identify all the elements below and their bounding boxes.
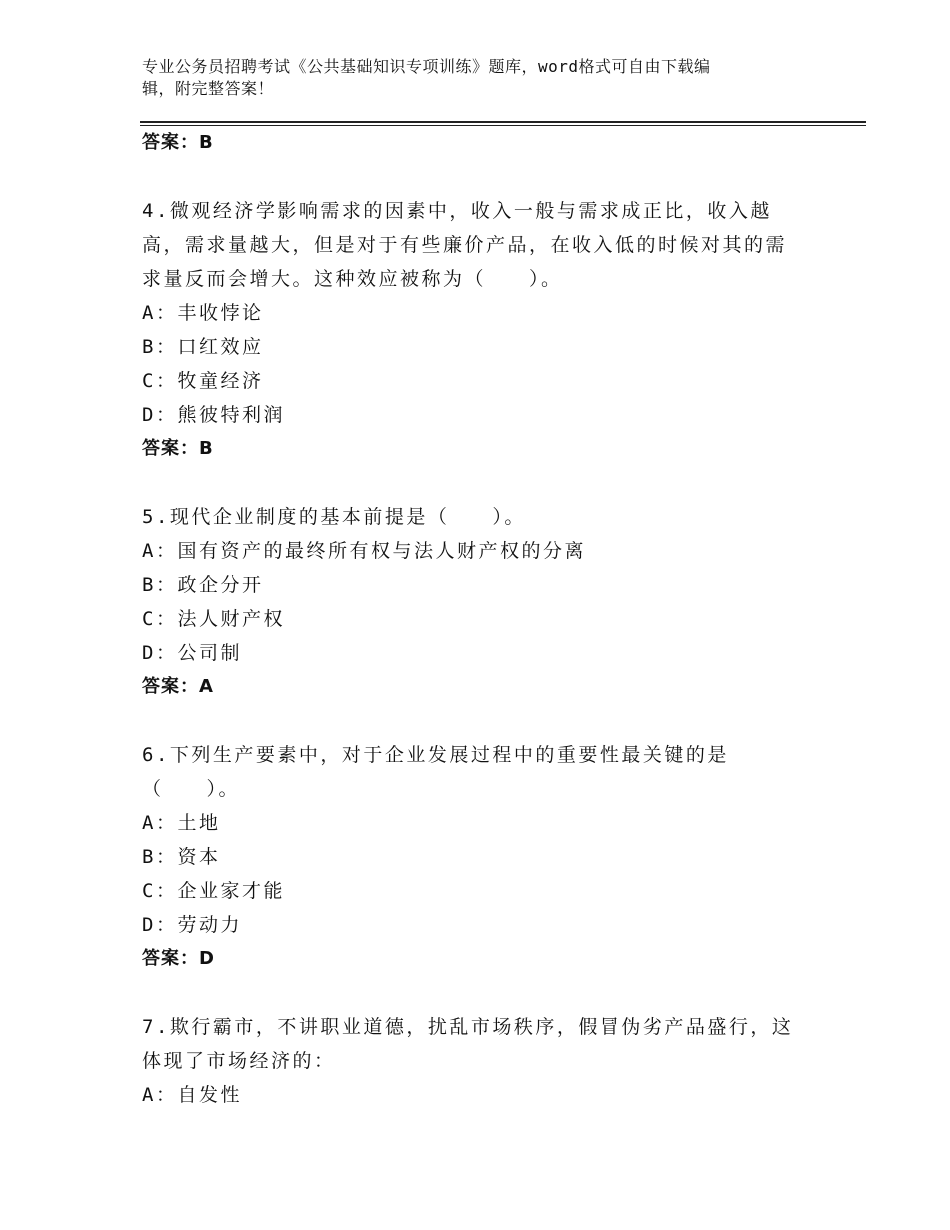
- question-7-option-a: A：自发性: [142, 1084, 242, 1106]
- question-5-stem-1: 5.现代企业制度的基本前提是（ ）。: [142, 506, 526, 528]
- question-4-option-c: C：牧童经济: [142, 370, 264, 392]
- question-6-stem-2: （ ）。: [142, 778, 241, 800]
- header-line-2: 辑，附完整答案！: [142, 79, 275, 98]
- question-6-option-c: C：企业家才能: [142, 880, 285, 902]
- question-6-stem-1: 6.下列生产要素中，对于企业发展过程中的重要性最关键的是: [142, 744, 729, 766]
- question-7-stem-1: 7.欺行霸市，不讲职业道德，扰乱市场秩序，假冒伪劣产品盛行，这: [142, 1016, 794, 1038]
- question-list: [142, 126, 822, 1112]
- question-4-option-a: A：丰收悖论: [142, 302, 264, 324]
- question-7: [142, 1010, 822, 1112]
- question-5-option-d: D：公司制: [142, 642, 242, 664]
- question-6-option-a: A：土地: [142, 812, 221, 834]
- question-4: [142, 194, 822, 466]
- question-5-answer: 答案：A: [142, 676, 214, 697]
- header-line-1: 专业公务员招聘考试《公共基础知识专项训练》题库，word格式可自由下载编: [142, 57, 711, 76]
- question-5: [142, 500, 822, 704]
- question-6-option-d: D：劳动力: [142, 914, 242, 936]
- question-5-option-b: B：政企分开: [142, 574, 264, 596]
- question-6-option-b: B：资本: [142, 846, 221, 868]
- question-5-option-c: C：法人财产权: [142, 608, 285, 630]
- question-5-option-a: A：国有资产的最终所有权与法人财产权的分离: [142, 540, 586, 562]
- question-7-stem-2: 体现了市场经济的：: [142, 1050, 336, 1072]
- previous-answer: 答案：B: [142, 132, 214, 153]
- question-4-stem-3: 求量反而会增大。这种效应被称为（ ）。: [142, 268, 563, 290]
- document-header: [142, 56, 802, 100]
- question-4-option-d: D：熊彼特利润: [142, 404, 285, 426]
- question-4-stem-1: 4.微观经济学影响需求的因素中，收入一般与需求成正比，收入越: [142, 200, 772, 222]
- question-6-answer: 答案：D: [142, 948, 215, 969]
- question-4-stem-2: 高，需求量越大，但是对于有些廉价产品，在收入低的时候对其的需: [142, 234, 788, 256]
- header-rule-thick: [140, 121, 866, 123]
- question-4-answer: 答案：B: [142, 438, 214, 459]
- question-4-option-b: B：口红效应: [142, 336, 264, 358]
- question-6: [142, 738, 822, 976]
